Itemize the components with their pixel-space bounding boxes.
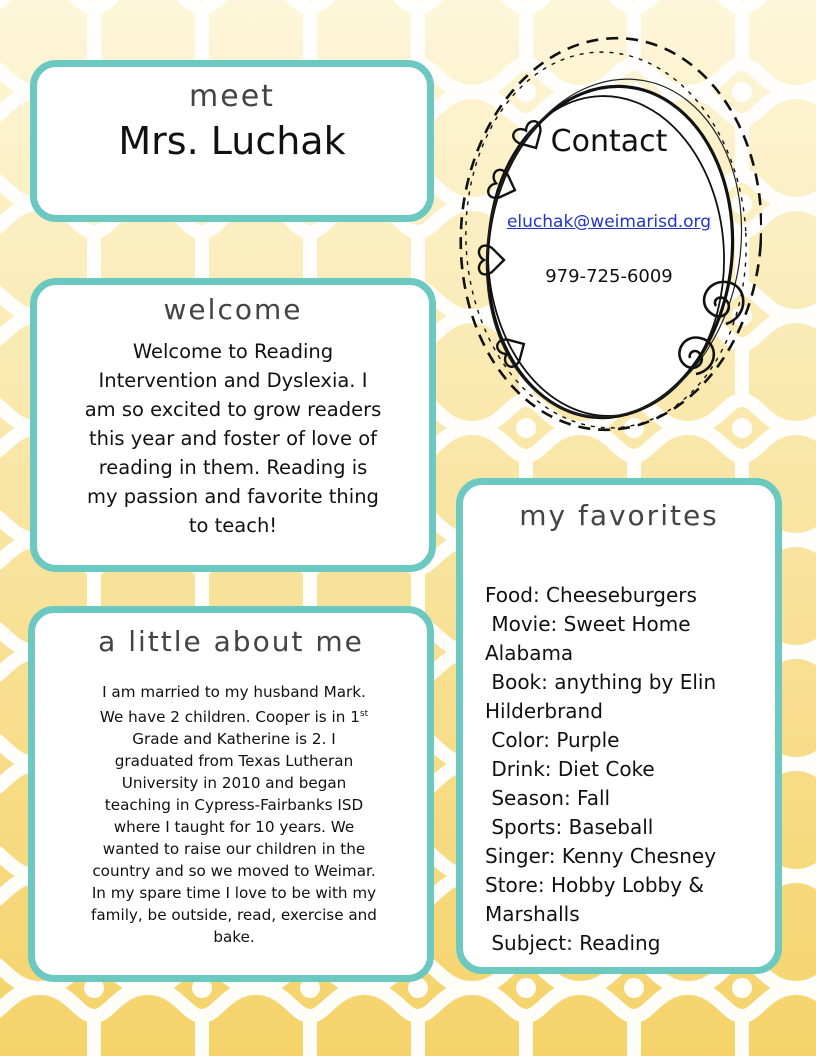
favorite-subject: Subject: Reading <box>485 931 661 955</box>
ordinal-suffix: st <box>359 709 369 719</box>
meet-card <box>30 60 434 222</box>
favorite-store: Store: Hobby Lobby & Marshalls <box>485 873 705 926</box>
contact-phone: 979-725-6009 <box>545 266 673 287</box>
doodle-oval-frame-icon <box>456 34 762 434</box>
about-text-part1: I am married to my husband Mark. We have 2 children. Cooper is in 1 <box>99 683 366 727</box>
favorite-drink: Drink: Diet Coke <box>485 757 655 781</box>
about-card <box>28 606 434 982</box>
favorite-movie: Movie: Sweet Home Alabama <box>485 612 691 665</box>
about-heading: a little about me <box>98 625 364 658</box>
contact-title: Contact <box>550 124 668 159</box>
favorite-color: Color: Purple <box>485 728 620 752</box>
favorite-season: Season: Fall <box>485 786 611 810</box>
welcome-heading: welcome <box>163 293 303 326</box>
about-text <box>91 681 377 948</box>
welcome-card <box>30 278 436 572</box>
about-text-part2: Grade and Katherine is 2. I graduated from Texas Lutheran University in 2010 and began teaching in Cypress-Fairbanks ISD where I taught for 10 years. We wanted to raise our children in the country and so we moved to Weimar. In my spare time I love to be with my family, be outside, read, exercise and bake. <box>91 730 377 947</box>
favorite-sports: Sports: Baseball <box>485 815 654 839</box>
favorites-list <box>485 581 767 958</box>
teacher-name: Mrs. Luchak <box>118 119 346 163</box>
meet-label: meet <box>189 79 275 114</box>
contact-section <box>456 34 762 434</box>
favorites-card <box>456 478 782 974</box>
favorites-heading: my favorites <box>519 499 719 532</box>
favorite-book: Book: anything by Elin Hilderbrand <box>485 670 717 723</box>
contact-email-link[interactable]: eluchak@weimarisd.org <box>506 212 712 232</box>
welcome-text: Welcome to Reading Intervention and Dyslexia. I am so excited to grow readers this year and foster of love of reading in them. Reading is my passion and favorite thing to teach! <box>84 340 382 537</box>
favorite-singer: Singer: Kenny Chesney <box>485 844 717 868</box>
favorite-food: Food: Cheeseburgers <box>485 583 697 607</box>
